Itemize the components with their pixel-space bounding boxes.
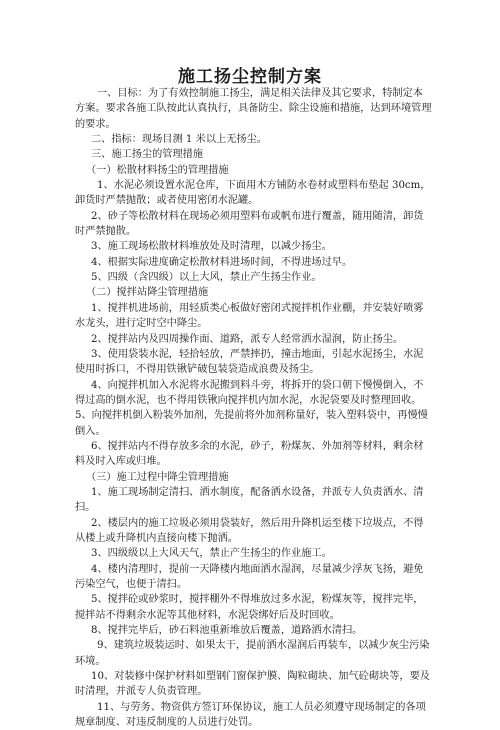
text-line: 方案。要求各施工队按此认真执行，具备防尘、除尘设施和措施，达到环境管理 xyxy=(75,103,432,115)
text-line: 时严禁抛散。 xyxy=(75,226,137,238)
text-line: 2、砂子等松散材料在现场必须用塑料布或帆布进行覆盖，随用随清，卸货 xyxy=(91,210,424,222)
text-line: 4、楼内清理时，提前一天降楼内地面洒水湿润，尽量减少浮灰飞扬，避免 xyxy=(91,563,424,575)
text-line: 5、搅拌砼或砂浆时，搅拌棚外不得堆放过多水泥，粉煤灰等，搅拌完毕， xyxy=(91,594,424,606)
text-line: 规章制度、对违反制度的人员进行处罚。 xyxy=(75,717,259,729)
text-line: 10、对装修中保护材料如塑钢门窗保护膜、陶粒砌块、加气砼砌块等，要及 xyxy=(91,671,430,683)
text-line: 得过高的倒水泥，也不得用铁锹向搅拌机内加水泥，水泥袋要及时整理回收。 xyxy=(75,394,422,406)
text-line: 1、水泥必须设置水泥仓库，下面用木方铺防水卷材或塑料布垫起 30cm， xyxy=(97,180,431,192)
text-line: 1、施工现场制定清扫、洒水制度，配备洒水设备，并派专人负责洒水、清 xyxy=(91,486,424,498)
page-title: 施工扬尘控制方案 xyxy=(178,67,322,87)
text-line: 环境。 xyxy=(75,655,106,667)
text-line: 3、施工现场松散材料堆放处及时清理，以减少扬尘。 xyxy=(91,241,332,253)
text-line: 的要求。 xyxy=(75,118,116,130)
text-line: 搅拌站不得剩余水泥等其他材料，水泥袋绑好后及时回收。 xyxy=(75,609,340,621)
text-line: （一）松散材料扬尘的管理措施 xyxy=(86,164,229,176)
text-line: 料及时入库或归堆。 xyxy=(75,456,167,468)
text-line: 1、搅拌机进场前，用轻质类心板做好密闭式搅拌机作业棚，并安装好喷雾 xyxy=(91,302,424,314)
text-line: 从楼上或升降机内直接向楼下抛洒。 xyxy=(75,532,238,544)
text-line: 2、搅拌站内及四周操作面、道路，派专人经常洒水湿润，防止扬尘。 xyxy=(91,333,404,345)
document-body xyxy=(75,86,431,730)
text-line: 5、四级（含四级）以上大风，禁止产生扬尘作业。 xyxy=(91,272,322,284)
text-line: 时清理，并派专人负责管理。 xyxy=(75,686,208,698)
text-line: 2、楼层内的施工垃圾必须用袋装好，然后用升降机运至楼下垃圾点，不得 xyxy=(91,517,424,529)
text-line: 8、搅拌完毕后，砂石料池重新堆放后覆盖，道路洒水清扫。 xyxy=(91,625,363,637)
text-line: （二）搅拌站降尘管理措施 xyxy=(86,287,209,299)
text-line: 11、与劳务、物资供方签订环保协议，施工人员必须遵守现场制定的各项 xyxy=(97,701,426,713)
text-line: 水龙头，进行定时空中降尘。 xyxy=(75,318,208,330)
text-line: 倒入。 xyxy=(75,425,106,437)
text-line: 3、使用袋装水泥，轻拾轻放，严禁摔扔，撞击地面，引起水泥扬尘，水泥 xyxy=(91,348,424,360)
text-line: 使用时拆口，不得用铁锹铲破包装袋造成浪费及扬尘。 xyxy=(75,364,320,376)
text-line: （三）施工过程中降尘管理措施 xyxy=(86,471,229,483)
text-line: 9、建筑垃圾装运时、如果太干，提前洒水湿润后再装车，以减少灰尘污染 xyxy=(97,640,430,652)
text-line: 5、向搅拌机倒入粉装外加剂，先提前将外加剂称量好，装入塑料袋中，再慢慢 xyxy=(75,410,428,422)
text-line: 卸货时严禁抛散；或者使用密闭水泥罐。 xyxy=(75,195,259,207)
text-line: 扫。 xyxy=(75,502,96,514)
text-line: 3、四级级以上大风天气，禁止产生扬尘的作业施工。 xyxy=(91,548,332,560)
text-line: 污染空气，也便于清扫。 xyxy=(75,579,188,590)
text-line: 4、向搅拌机加入水泥将水泥搬到料斗旁，将拆开的袋口朝下慢慢倒入，不 xyxy=(91,379,424,391)
text-line: 6、搅拌站内不得存放多余的水泥，砂子，粉煤灰、外加剂等材料，剩余材 xyxy=(91,440,424,452)
text-line: 4、根据实际进度确定松散材料进场时间，不得进场过早。 xyxy=(91,256,353,268)
text-line: 一、目标：为了有效控制施工扬尘，满足相关法律及其它要求，特制定本 xyxy=(97,88,423,99)
text-line: 三、施工扬尘的管理措施 xyxy=(91,149,204,161)
text-line: 二、指标：现场目测 1 米以上无扬尘。 xyxy=(91,134,267,146)
